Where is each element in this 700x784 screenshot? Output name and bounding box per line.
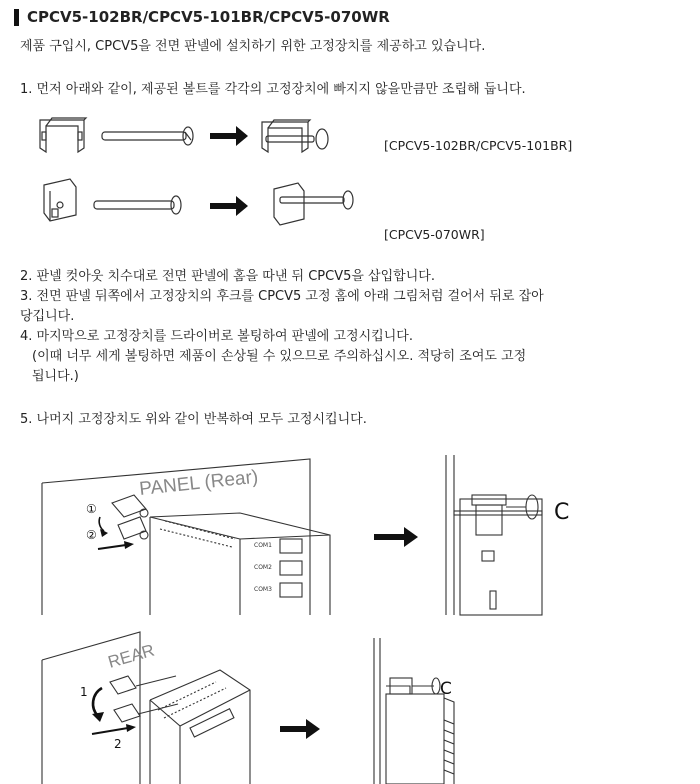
title-text: CPCV5-102BR/CPCV5-101BR/CPCV5-070WR [27, 8, 390, 26]
assembly-illustration-1 [30, 108, 370, 168]
step3-text-line1: 3. 전면 판넬 뒤쪽에서 고정장치의 후크를 CPCV5 고정 홈에 아래 그림처럼 걸어서 뒤로 잡아 [20, 289, 544, 304]
rotate-arrow [93, 688, 102, 716]
page-title [14, 8, 390, 26]
step3-text-line2: 당깁니다. [20, 309, 75, 324]
label-plate [190, 709, 234, 737]
rear-label: REAR [105, 640, 157, 672]
pull-arrow [92, 728, 128, 734]
com-port [280, 583, 302, 597]
com-port [280, 539, 302, 553]
step1-text: 1. 먼저 아래와 같이, 제공된 볼트를 각각의 고정장치에 빠지지 않을만큼만 조립해 둡니다. [20, 82, 526, 97]
side-view-illustration-1 [440, 455, 610, 615]
arrow-right-icon [210, 196, 248, 216]
step4-text-line2: (이때 너무 세게 볼팅하면 제품이 손상될 수 있으므로 주의하십시오. 적당히 조여도 고정 [32, 349, 527, 364]
rotate-icon: C [440, 679, 452, 699]
step-marker-1: ① [86, 502, 97, 516]
panel-label: PANEL (Rear) [138, 466, 260, 500]
bracket-icon [44, 179, 76, 221]
step4-text-line3: 됩니다.) [32, 369, 79, 384]
intro-text: 제품 구입시, CPCV5을 전면 판넬에 설치하기 위한 고정장치를 제공하고 있습니다. [20, 39, 486, 54]
slot [490, 591, 496, 609]
caption-070wr: [CPCV5-070WR] [384, 227, 485, 242]
rotate-arrow [99, 517, 104, 531]
vent-slots [444, 720, 454, 774]
bolt-icon [102, 127, 193, 145]
step5-text: 5. 나머지 고정장치도 위와 같이 반복하여 모두 고정시킵니다. [20, 412, 367, 427]
step4-text-line1: 4. 마지막으로 고정장치를 드라이버로 볼팅하여 판넬에 고정시킵니다. [20, 329, 413, 344]
com-label: COM2 [254, 564, 272, 571]
step2-text: 2. 판넬 컷아웃 치수대로 전면 판넬에 홈을 따낸 뒤 CPCV5을 삽입합니다. [20, 269, 435, 284]
arrow-right-icon [280, 716, 326, 742]
assembled-bracket-icon [274, 183, 353, 225]
title-marker [14, 9, 19, 26]
bracket-icon [40, 118, 86, 152]
caption-102br-101br: [CPCV5-102BR/CPCV5-101BR] [384, 138, 573, 153]
bracket-icon [112, 495, 148, 539]
vent-slots [158, 682, 226, 718]
rotate-icon: C [554, 500, 570, 525]
side-view-illustration-2 [370, 638, 490, 784]
com-label: COM3 [254, 586, 272, 593]
assembly-illustration-2 [30, 175, 370, 235]
arrow-right-icon [210, 126, 248, 146]
hook [472, 495, 506, 505]
vent-slots [160, 521, 235, 547]
step-marker-2: 2 [114, 737, 122, 751]
pull-arrow-head [126, 724, 136, 732]
step-marker-1: 1 [80, 685, 88, 699]
step-marker-2: ② [86, 528, 97, 542]
slot [482, 551, 494, 561]
rear-illustration [40, 630, 290, 784]
assembled-bracket-icon [262, 120, 328, 152]
pull-arrow-head [124, 541, 134, 549]
arrow-right-icon [374, 524, 424, 550]
panel-rear-illustration [40, 455, 350, 615]
pull-arrow [98, 545, 126, 549]
com-port [280, 561, 302, 575]
bolt-icon [94, 196, 181, 214]
com-label: COM1 [254, 542, 272, 549]
rotate-arrow-head [92, 712, 104, 722]
